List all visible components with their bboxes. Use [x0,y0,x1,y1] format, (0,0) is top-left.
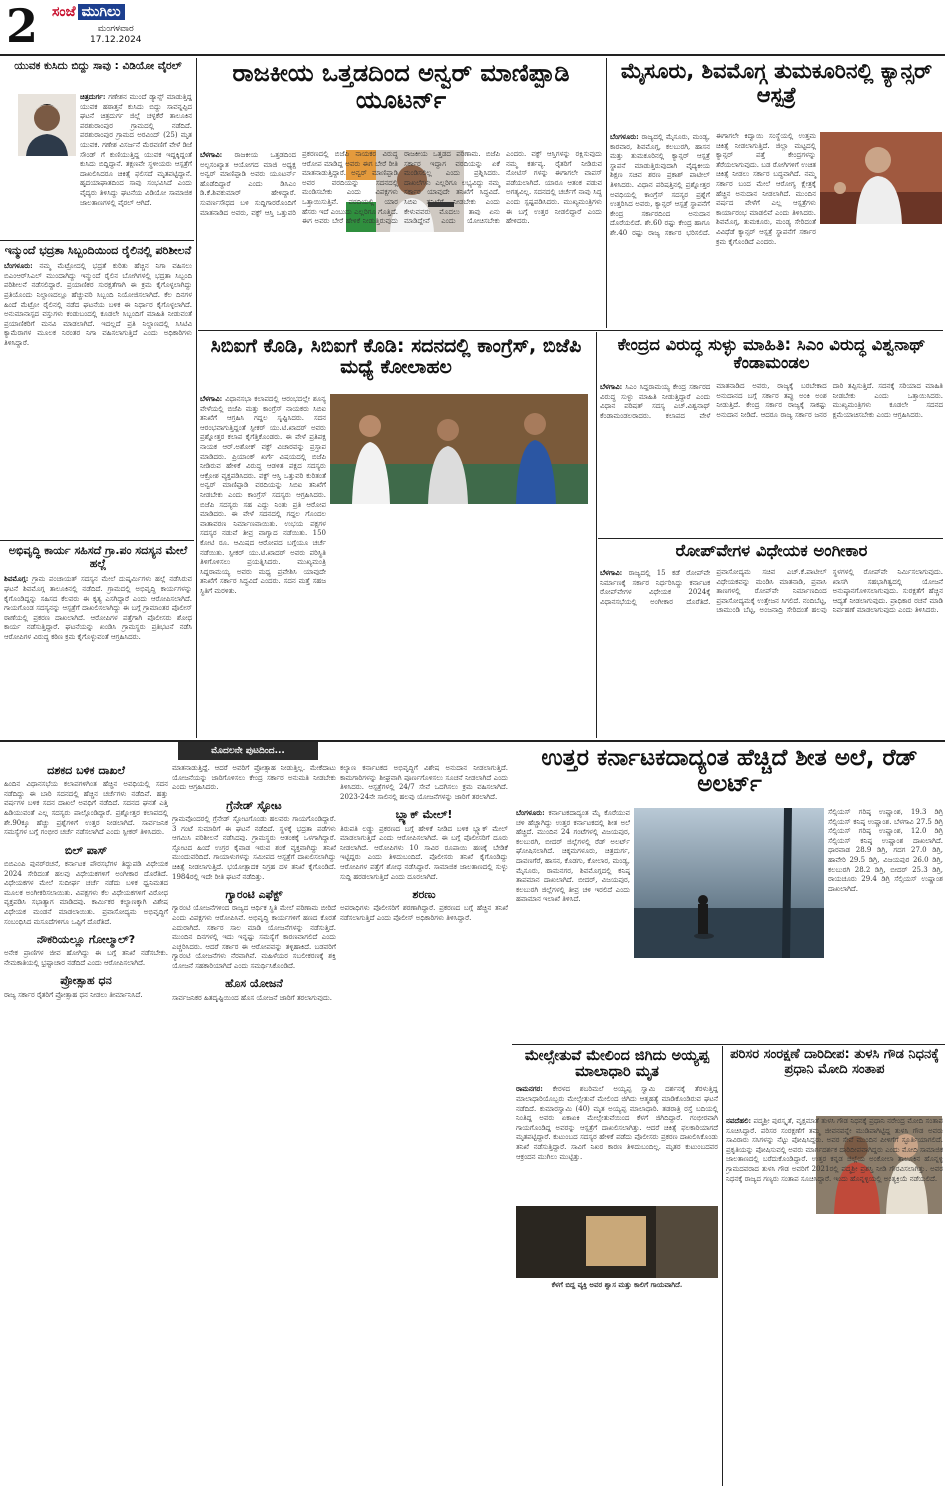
logo-sanje: ಸಂಜೆ [52,4,76,20]
cold-fog-photo [634,808,824,958]
story-tulasi [726,1048,943,1486]
section-rule [0,740,945,742]
page-number: 2 [6,0,39,52]
masthead [0,0,945,52]
story-tulasi-headline: ಪರಿಸರ ಸಂರಕ್ಷಣೆ ದಾರಿದೀಪ: ತುಳಸಿ ಗೌಡ ನಿಧನಕ್ಕೆ ಪ್ರಧಾನಿ ಮೋದಿ ಸಂತಾಪ [730,1048,939,1077]
jump3-text-intro: ಕಲ್ಯಾಣ ಕರ್ನಾಟಕದ ಅಭಿವೃದ್ಧಿಗೆ ವಿಶೇಷ ಅನುದಾನ ನೀಡಲಾಗುತ್ತಿದೆ. ಕಾಮಗಾರಿಗಳನ್ನು ಶೀಘ್ರವಾಗಿ ಪೂರ್ಣಗೊಳಿಸಲು ಸೂಚನೆ ನೀಡಲಾಗಿದೆ ಎಂದು ತಿಳಿಸಿದರು. ಆಸ್ಪತ್ರೆಗಳಲ್ಲಿ 24/7 ಸೇವೆ ಒದಗಿಸಲು ಕ್ರಮ ವಹಿಸಲಾಗಿದೆ. 2023-24ನೇ ಸಾಲಿನಲ್ಲಿ ಹಲವು ಯೋಜನೆಗಳನ್ನು ಜಾರಿಗೆ ತರಲಾಗಿದೆ. [340,764,508,801]
story-tulasi-body: ನವದೆಹಲಿ: ಪದ್ಮಶ್ರೀ ಪುರಸ್ಕೃತೆ, ವೃಕ್ಷಮಾತೆ ತುಳಸಿ ಗೌಡ ನಿಧನಕ್ಕೆ ಪ್ರಧಾನಿ ನರೇಂದ್ರ ಮೋದಿ ಸಂತಾಪ ಸೂಚಿಸಿದ್ದಾರೆ. ಪರಿಸರ ಸಂರಕ್ಷಣೆಗೆ ತಮ್ಮ ಜೀವನವನ್ನೇ ಮುಡಿಪಾಗಿಟ್ಟಿದ್ದ ತುಳಸಿ ಗೌಡ ಅವರು ಸಾವಿರಾರು ಸಸಿಗಳನ್ನು ನೆಟ್ಟು ಪೋಷಿಸಿದ್ದರು. ಅವರ ಸೇವೆ ಮುಂದಿನ ಪೀಳಿಗೆಗೆ ಸ್ಫೂರ್ತಿಯಾಗಲಿದೆ. ಪ್ರಕೃತಿಯನ್ನು ಪೋಷಿಸುವಲ್ಲಿ ಅವರು ಮಾರ್ಗದರ್ಶಕ ದಾರಿದೀಪವಾಗಿದ್ದರು ಎಂದು ಮೋದಿ ಸಾಮಾಜಿಕ ಜಾಲತಾಣದಲ್ಲಿ ಬರೆದುಕೊಂಡಿದ್ದಾರೆ. ಉತ್ತರ ಕನ್ನಡ ಜಿಲ್ಲೆಯ ಅಂಕೋಲಾ ತಾಲೂಕಿನ ಹೊನ್ನಳ್ಳಿ ಗ್ರಾಮದವರಾದ ತುಳಸಿ ಗೌಡ ಅವರಿಗೆ 2021ರಲ್ಲಿ ಪದ್ಮಶ್ರೀ ಪ್ರಶಸ್ತಿ ನೀಡಿ ಗೌರವಿಸಲಾಗಿತ್ತು. ಅವರ ನಿಧನಕ್ಕೆ ರಾಜ್ಯದ ಗಣ್ಯರು ಸಂತಾಪ ಸೂಚಿಸಿದ್ದಾರೆ. ಇಂದು ಹೊನ್ನಳ್ಳಿಯಲ್ಲಿ ಅಂತ್ಯಕ್ರಿಯೆ ನಡೆಯಲಿದೆ. [726,1116,943,1183]
jump2-text-grenade: ಗ್ರಾಮವೊಂದರಲ್ಲಿ ಗ್ರೆನೇಡ್ ಸ್ಫೋಟಗೊಂಡು ಹಲವರು ಗಾಯಗೊಂಡಿದ್ದಾರೆ. 3 ಗಂಟೆ ಸುಮಾರಿಗೆ ಈ ಘಟನೆ ನಡೆದಿದೆ. ಸ್ಥಳಕ್ಕೆ ಭದ್ರತಾ ಪಡೆಗಳು ಆಗಮಿಸಿ ಪರಿಶೀಲನೆ ನಡೆಸಿದವು. ಗ್ರಾಮಸ್ಥರು ಆತಂಕಕ್ಕೆ ಒಳಗಾಗಿದ್ದಾರೆ. ಸ್ಫೋಟದ ಹಿಂದೆ ಉಗ್ರರ ಕೈವಾಡ ಇರುವ ಶಂಕೆ ವ್ಯಕ್ತವಾಗಿದ್ದು ತನಿಖೆ ಮುಂದುವರಿದಿದೆ. ಗಾಯಾಳುಗಳನ್ನು ಸಮೀಪದ ಆಸ್ಪತ್ರೆಗೆ ದಾಖಲಿಸಲಾಗಿದ್ದು ಚಿಕಿತ್ಸೆ ನೀಡಲಾಗುತ್ತಿದೆ. ಭಯೋತ್ಪಾದಕ ನಿಗ್ರಹ ದಳ ತನಿಖೆ ಕೈಗೊಂಡಿದೆ. 1984ರಲ್ಲಿ ಇದೇ ರೀತಿ ಘಟನೆ ನಡೆದಿತ್ತು. [172,814,336,881]
story-cancer [610,60,943,328]
story-video-body: ಚಿತ್ರದುರ್ಗ: ಗಣೇಶನ ಮುಂದೆ ಡ್ಯಾನ್ಸ್ ಮಾಡುತ್ತಿದ್ದ ಯುವಕ ಹಠಾತ್ತನೆ ಕುಸಿದು ಬಿದ್ದು ಸಾವನ್ನಪ್ಪಿದ ಘಟನೆ ಚಿತ್ರದುರ್ಗ ಜಿಲ್ಲೆ ಚಳ್ಳಕೆರೆ ತಾಲೂಕಿನ ಪರಶುರಾಂಪುರ ಗ್ರಾಮದಲ್ಲಿ ನಡೆದಿದೆ. ಪರಶುರಾಂಪುರ ಗ್ರಾಮದ ಅರವಿಂದ್ (25) ಮೃತ ಯುವಕ. ಗಣೇಶ ವಿಸರ್ಜನೆ ಮೆರವಣಿಗೆ ವೇಳೆ ಡಿಜೆ ಸೌಂಡ್ ಗೆ ಕುಣಿಯುತ್ತಿದ್ದ ಯುವಕ ಇದ್ದಕ್ಕಿದ್ದಂತೆ ಕುಸಿದು ಬಿದ್ದಿದ್ದಾನೆ. ತಕ್ಷಣವೇ ಸ್ಥಳೀಯರು ಆಸ್ಪತ್ರೆಗೆ ದಾಖಲಿಸಿದರೂ ಚಿಕಿತ್ಸೆ ಫಲಿಸದೆ ಮೃತಪಟ್ಟಿದ್ದಾನೆ. ಹೃದಯಾಘಾತದಿಂದ ಸಾವು ಸಂಭವಿಸಿದೆ ಎಂದು ವೈದ್ಯರು ತಿಳಿಸಿದ್ದು ಘಟನೆಯ ವಿಡಿಯೋ ಸಾಮಾಜಿಕ ಜಾಲತಾಣಗಳಲ್ಲಿ ವೈರಲ್ ಆಗಿದೆ. [80,92,192,207]
story-attack-dateline: ಶಿವಮೊಗ್ಗ: [4,574,29,584]
column-rule [722,1046,723,1486]
section-rule [198,330,943,331]
jump-text-record: ಹಿಂದಿನ ವಿಧಾನಸಭೆಯ ಕಲಾಪಗಳಿಗಿಂತ ಹೆಚ್ಚಿನ ಅವಧಿಯಲ್ಲಿ ಸದನ ನಡೆದಿದ್ದು ಈ ಬಾರಿ ಸದನದಲ್ಲಿ ಹೆಚ್ಚಿನ ಚರ್ಚೆಗಳು ನಡೆದಿವೆ. ಹತ್ತು ವರ್ಷಗಳ ಬಳಿಕ ಸದನ ದಾಖಲೆ ಅವಧಿಗೆ ನಡೆದಿದೆ. ಸದನದ ಘನತೆ ಎತ್ತಿ ಹಿಡಿಯುವಂತೆ ಎಲ್ಲ ಸದಸ್ಯರು ಪಾಲ್ಗೊಂಡಿದ್ದಾರೆ. ಪ್ರಶ್ನೋತ್ತರ ಕಲಾಪದಲ್ಲಿ ಶೇ.90ಕ್ಕೂ ಹೆಚ್ಚು ಪ್ರಶ್ನೆಗಳಿಗೆ ಉತ್ತರ ನೀಡಲಾಗಿದೆ. ಸಾರ್ವಜನಿಕ ಸಮಸ್ಯೆಗಳ ಬಗ್ಗೆ ಗಂಭೀರ ಚರ್ಚೆ ನಡೆಸಲಾಗಿದೆ ಎಂದು ಸ್ಪೀಕರ್ ತಿಳಿಸಿದರು. [4,780,168,837]
story-misinfo [600,336,943,536]
story-cold-body-1: ಬೆಂಗಳೂರು: ಕರ್ನಾಟಕದಾದ್ಯಂತ ಮೈ ಕೊರೆಯುವ ಚಳಿ ಹೆಚ್ಚಾಗಿದ್ದು ಉತ್ತರ ಕರ್ನಾಟಕದಲ್ಲಿ ಶೀತ ಅಲೆ ಹೆಚ್ಚಿದೆ. ಮುಂದಿನ 24 ಗಂಟೆಗಳಲ್ಲಿ ವಿಜಯಪುರ, ಕಲಬುರಗಿ, ಬೀದರ್ ಜಿಲ್ಲೆಗಳಲ್ಲಿ ರೆಡ್ ಅಲರ್ಟ್ ಘೋಷಿಸಲಾಗಿದೆ. ಚಿಕ್ಕಮಗಳೂರು, ಚಿತ್ರದುರ್ಗ, ದಾವಣಗೆರೆ, ಹಾಸನ, ಕೊಡಗು, ಕೋಲಾರ, ಮಂಡ್ಯ, ಮೈಸೂರು, ರಾಮನಗರ, ಶಿವಮೊಗ್ಗದಲ್ಲಿ ಕನಿಷ್ಠ ತಾಪಮಾನ ದಾಖಲಾಗಿದೆ. ಬೀದರ್, ವಿಜಯಪುರ, ಕಲಬುರಗಿ ಜಿಲ್ಲೆಗಳಲ್ಲಿ ತೀವ್ರ ಚಳಿ ಇರಲಿದೆ ಎಂದು ಹವಾಮಾನ ಇಲಾಖೆ ತಿಳಿಸಿದೆ. [516,808,630,904]
jump-text-bill: ಬಿಬಿಎಂಪಿ ಪುನರ್‌ರಚನೆ, ಕರ್ನಾಟಕ ಪೌರಸಭೆಗಳ ತಿದ್ದುಪಡಿ ವಿಧೇಯಕ 2024 ಸೇರಿದಂತೆ ಹಲವು ವಿಧೇಯಕಗಳಿಗೆ ಅಂಗೀಕಾರ ದೊರೆತಿದೆ. ವಿಧೇಯಕಗಳ ಮೇಲೆ ಸುದೀರ್ಘ ಚರ್ಚೆ ನಡೆದು ಬಳಿಕ ಧ್ವನಿಮತದ ಮೂಲಕ ಅಂಗೀಕರಿಸಲಾಯಿತು. ವಿಪಕ್ಷಗಳು ಕೆಲ ವಿಧೇಯಕಗಳಿಗೆ ವಿರೋಧ ವ್ಯಕ್ತಪಡಿಸಿ ಸಭಾತ್ಯಾಗ ಮಾಡಿದವು. ಕಾರ್ಮಿಕರ ಕಲ್ಯಾಣಕ್ಕಾಗಿ ವಿಶೇಷ ವಿಧೇಯಕ ಮಂಡನೆ ಮಾಡಲಾಯಿತು. ಪ್ರವಾಸೋದ್ಯಮ ಅಭಿವೃದ್ಧಿಗೆ ಸಂಬಂಧಿಸಿದ ಮಸೂದೆಗಳಿಗೂ ಒಪ್ಪಿಗೆ ದೊರೆತಿದೆ. [4,859,168,926]
story-cold-body-2: ಸೆಲ್ಸಿಯಸ್ ಗರಿಷ್ಠ ಉಷ್ಣಾಂಶ, 19.3 ಡಿಗ್ರಿ ಸೆಲ್ಸಿಯಸ್ ಕನಿಷ್ಠ ಉಷ್ಣಾಂಶ. ಬೆಳಗಾವಿ 27.5 ಡಿಗ್ರಿ ಸೆಲ್ಸಿಯಸ್ ಗರಿಷ್ಠ ಉಷ್ಣಾಂಶ, 12.0 ಡಿಗ್ರಿ ಸೆಲ್ಸಿಯಸ್ ಕನಿಷ್ಠ ಉಷ್ಣಾಂಶ ದಾಖಲಾಗಿದೆ. ಧಾರವಾಡ 28.9 ಡಿಗ್ರಿ, ಗದಗ 27.0 ಡಿಗ್ರಿ, ಹಾವೇರಿ 29.5 ಡಿಗ್ರಿ, ವಿಜಯಪುರ 26.0 ಡಿಗ್ರಿ, ಕಲಬುರಗಿ 28.2 ಡಿಗ್ರಿ, ಬೀದರ್ 25.3 ಡಿಗ್ರಿ, ರಾಯಚೂರು 29.4 ಡಿಗ್ರಿ ಸೆಲ್ಸಿಯಸ್ ಉಷ್ಣಾಂಶ ದಾಖಲಾಗಿದೆ. [828,808,943,893]
story-ropeway-headline: ರೋಪ್‌ವೇಗಳ ವಿಧೇಯಕ ಅಂಗೀಕಾರ [675,542,868,560]
jump-column-3 [340,764,508,1486]
story-attack-headline: ಅಭಿವೃದ್ಧಿ ಕಾರ್ಯ ಸಹಿಸದೆ ಗ್ರಾ.ಪಂ ಸದಸ್ಯನ ಮೇಲೆ ಹಲ್ಲೆ [8,544,188,571]
story-anwar-headline: ರಾಜಕೀಯ ಒತ್ತಡದಿಂದ ಅನ್ವರ್ ಮಾಣಿಪ್ಪಾಡಿ ಯೂಟರ್ನ್ [232,60,570,114]
story-video-headline: ಯುವಕ ಕುಸಿದು ಬಿದ್ದು ಸಾವು : ವಿಡಿಯೋ ವೈರಲ್ [14,60,182,72]
section-rule [598,538,943,539]
story-cbi-dateline: ಬೆಳಗಾವಿ: [200,394,223,403]
jump-text-jobs: ಅನೇಕ ಪ್ರಾಣಿಗಳ ಜೀವ ಹೋಗಿದ್ದು ಈ ಬಗ್ಗೆ ತನಿಖೆ ನಡೆಸಬೇಕು. ನೇಮಕಾತಿಯಲ್ಲಿ ಭ್ರಷ್ಟಾಚಾರ ನಡೆದಿದೆ ಎಂದು ಆರೋಪಿಸಲಾಗಿದೆ. [4,949,168,967]
story-rail [4,244,192,536]
issue-date [90,24,142,46]
jump-heading-jobs: ನೌಕರಿಯಲ್ಲೂ ಗೋಲ್ಮಾಲ್? [36,933,136,947]
assembly-photo [330,394,588,504]
continued-from-page-one-label: ಮೊದಲನೇ ಪುಟದಿಂದ... [178,742,318,760]
column-rule [196,58,197,738]
story-rail-body: ಬೆಂಗಳೂರು: ನಮ್ಮ ಮೆಟ್ರೋದಲ್ಲಿ ಭದ್ರತೆ ಕುರಿತು ಹೆಚ್ಚಿನ ನಿಗಾ ವಹಿಸಲು ಬಿಎಂಆರ್‌ಸಿಎಲ್ ಮುಂದಾಗಿದ್ದು ಇನ್ಮುಂದೆ ರೈಲಿನ ಬೋಗಿಗಳಲ್ಲಿ ಭದ್ರತಾ ಸಿಬ್ಬಂದಿ ಪರಿಶೀಲನೆ ನಡೆಸಲಿದ್ದಾರೆ. ಪ್ರಯಾಣಿಕರ ಸುರಕ್ಷತೆಗಾಗಿ ಈ ಕ್ರಮ ಕೈಗೊಳ್ಳಲಾಗಿದ್ದು ಪ್ರತಿಯೊಂದು ನಿಲ್ದಾಣದಲ್ಲೂ ಹೆಚ್ಚುವರಿ ಸಿಬ್ಬಂದಿ ನಿಯೋಜಿಸಲಾಗಿದೆ. ಕೆಲ ದಿನಗಳ ಹಿಂದೆ ಮೆಟ್ರೋ ರೈಲಿನಲ್ಲಿ ನಡೆದ ಘಟನೆಯ ಬಳಿಕ ಈ ನಿರ್ಧಾರ ಕೈಗೊಳ್ಳಲಾಗಿದೆ. ಅನುಮಾನಾಸ್ಪದ ವಸ್ತುಗಳು ಕಂಡುಬಂದಲ್ಲಿ ಕೂಡಲೇ ಸಿಬ್ಬಂದಿಗೆ ಮಾಹಿತಿ ನೀಡುವಂತೆ ಪ್ರಯಾಣಿಕರಿಗೆ ಮನವಿ ಮಾಡಲಾಗಿದೆ. ಇದಲ್ಲದೆ ಪ್ರತಿ ನಿಲ್ದಾಣದಲ್ಲಿ ಸಿಸಿಟಿವಿ ಕ್ಯಾಮೆರಾಗಳ ಮೂಲಕ ನಿರಂತರ ನಿಗಾ ವಹಿಸಲಾಗುತ್ತಿದೆ ಎಂದು ಅಧಿಕಾರಿಗಳು ತಿಳಿಸಿದ್ದಾರೆ. [4,261,192,347]
section-rule [0,240,194,241]
story-ayyappa-dateline: ರಾಮನಗರ: [516,1084,543,1094]
story-rail-dateline: ಬೆಂಗಳೂರು: [4,261,33,271]
story-ropeway [600,542,943,738]
story-cold-headline: ಉತ್ತರ ಕರ್ನಾಟಕದಾದ್ಯಂತ ಹೆಚ್ಚಿದೆ ಶೀತ ಅಲೆ, ರೆಡ್ ಅಲರ್ಟ್ [541,746,918,797]
story-cold-wave [516,746,943,1042]
column-rule [606,58,607,328]
jump2-heading-guarantee: ಗ್ಯಾರಂಟಿ ಎಫೆಕ್ಟ್ [225,888,283,902]
jump2-text-intro: ಮಾತನಾಡುತ್ತಿದ್ದೆ. ಆದರೆ ಅವರಿಗೆ ಪ್ರೋತ್ಸಾಹ ನೀಡುತ್ತಿಲ್ಲ. ಮೇಕೆದಾಟು ಯೋಜನೆಯನ್ನು ಜಾರಿಗೊಳಿಸಲು ಕೇಂದ್ರ ಸರ್ಕಾರ ಅನುಮತಿ ನೀಡಬೇಕು ಎಂದು ಆಗ್ರಹಿಸಿದರು. [172,764,336,792]
story-attack [4,544,192,738]
photo-caption: ಕೆಳಗೆ ಬಿದ್ದ ವ್ಯಕ್ತಿ ಅವರ ಶ್ವಾಸ ಮತ್ತು ಕಾಲಿಗೆ ಗಾಯವಾಗಿದೆ. [551,1280,683,1289]
jump-text-incentive: ರಾಜ್ಯ ಸರ್ಕಾರ ರೈತರಿಗೆ ಪ್ರೋತ್ಸಾಹ ಧನ ನೀಡಲು ತೀರ್ಮಾನಿಸಿದೆ. [4,990,143,999]
story-anwar [200,60,602,328]
jump3-heading-blackmail: ಬ್ಲ್ಯಾಕ್ ಮೇಲ್! [395,808,453,822]
jump3-heading-surrender: ಶರಣು [412,888,436,902]
story-anwar-dateline: ಬೆಳಗಾವಿ: [200,150,223,159]
jump2-text-new-scheme: ಸಾರ್ವಜನಿಕರ ಹಿತದೃಷ್ಟಿಯಿಂದ ಹೊಸ ಯೋಜನೆ ಜಾರಿಗೆ ತರಲಾಗುವುದು. [172,993,332,1002]
story-cold-dateline: ಬೆಂಗಳೂರು: [516,808,545,817]
jump-heading-bill: ಬಿಲ್ ಪಾಸ್ [64,843,108,857]
story-ayyappa-body-1: ರಾಮನಗರ: ಕೇರಳದ ಶಬರಿಮಲೆ ಅಯ್ಯಪ್ಪ ಸ್ವಾಮಿ ದರ್ಶನಕ್ಕೆ ತೆರಳುತ್ತಿದ್ದ ಮಾಲಾಧಾರಿಯೊಬ್ಬರು ಮೇಲ್ಸೇತುವೆ ಮೇಲಿಂದ ಜಿಗಿದು ಆತ್ಮಹತ್ಯೆ ಮಾಡಿಕೊಂಡಿರುವ ಘಟನೆ ನಡೆದಿದೆ. ಕುಮಾರಸ್ವಾಮಿ (40) ಮೃತ ಅಯ್ಯಪ್ಪ ಮಾಲಾಧಾರಿ. ತಡರಾತ್ರಿ ರಸ್ತೆ ಬದಿಯಲ್ಲಿ ನಿಂತಿದ್ದ ಅವರು ಏಕಾಏಕಿ ಮೇಲ್ಸೇತುವೆಯಿಂದ ಕೆಳಗೆ ಜಿಗಿದಿದ್ದಾರೆ. ಗಂಭೀರವಾಗಿ ಗಾಯಗೊಂಡಿದ್ದ ಅವರನ್ನು ಆಸ್ಪತ್ರೆಗೆ ದಾಖಲಿಸಲಾಗಿತ್ತು. ಆದರೆ ಚಿಕಿತ್ಸೆ ಫಲಕಾರಿಯಾಗದೆ ಮೃತಪಟ್ಟಿದ್ದಾರೆ. ಕುಟುಂಬದ ಸದಸ್ಯರ ಹೇಳಿಕೆ ಪಡೆದು ಪೊಲೀಸರು ಪ್ರಕರಣ ದಾಖಲಿಸಿಕೊಂಡು ತನಿಖೆ ನಡೆಸುತ್ತಿದ್ದಾರೆ. ಸಾವಿಗೆ ನಿಖರ ಕಾರಣ ತಿಳಿದುಬಂದಿಲ್ಲ. ಮೃತರ ಕುಟುಂಬದವರ ಆಕ್ರಂದನ ಮುಗಿಲು ಮುಟ್ಟಿತ್ತು. [516,1084,718,1161]
story-rail-headline: ಇನ್ಮುಂದೆ ಭದ್ರತಾ ಸಿಬ್ಬಂದಿಯಿಂದ ರೈಲಿನಲ್ಲಿ ಪರಿಶೀಲನೆ [4,244,192,257]
jump2-heading-grenade: ಗ್ರೆನೇಡ್ ಸ್ಫೋಟ [226,798,282,812]
jump3-text-surrender: ಅಪರಾಧಿಗಳು ಪೊಲೀಸರಿಗೆ ಶರಣಾಗಿದ್ದಾರೆ. ಪ್ರಕರಣದ ಬಗ್ಗೆ ಹೆಚ್ಚಿನ ತನಿಖೆ ನಡೆಸಲಾಗುತ್ತಿದೆ ಎಂದು ಪೊಲೀಸ್ ಅಧಿಕಾರಿಗಳು ತಿಳಿಸಿದ್ದಾರೆ. [340,904,508,922]
story-anwar-body: ಬೆಳಗಾವಿ: ರಾಜಕೀಯ ಒತ್ತಡದಿಂದ ಅಲ್ಪಸಂಖ್ಯಾತ ಆಯೋಗದ ಮಾಜಿ ಅಧ್ಯಕ್ಷ ಅನ್ವರ್ ಮಾಣಿಪ್ಪಾಡಿ ಅವರು ಯೂಟರ್ನ್ ಹೊಡೆದಿದ್ದಾರೆ ಎಂದು ಡಿಸಿಎಂ ಡಿ.ಕೆ.ಶಿವಕುಮಾರ್ ಹೇಳಿದ್ದಾರೆ. ಸುವರ್ಣಸೌಧದ ಬಳಿ ಸುದ್ದಿಗಾರರೊಂದಿಗೆ ಮಾತನಾಡಿದ ಅವರು, ವಕ್ಫ್ ಆಸ್ತಿ ಒತ್ತುವರಿ ಪ್ರಕರಣದಲ್ಲಿ ಬಿಜೆಪಿ ನಾಯಕರ ವಿರುದ್ಧ ಆರೋಪ ಮಾಡಿದ್ದ ಅವರು ಈಗ ಬೇರೆ ರೀತಿ ಮಾತನಾಡುತ್ತಿದ್ದಾರೆ. ಅನ್ವರ್ ಮಾಣಿಪ್ಪಾಡಿ ಅವರ ವರದಿಯನ್ನು ಸದನದಲ್ಲಿ ಮಂಡಿಸಬೇಕು ಎಂದು ವಿಪಕ್ಷಗಳು ಒತ್ತಾಯಿಸುತ್ತಿವೆ. ವರದಿಯಲ್ಲಿ ಯಾರ ಹೆಸರು ಇದೆ ಎಂಬುದು ಎಲ್ಲರಿಗೂ ಗೊತ್ತಿದೆ. ಈಗ ಅವರು ಬೇರೆ ಹೇಳಿಕೆ ನೀಡುತ್ತಿರುವುದು ರಾಜಕೀಯ ಒತ್ತಡದ ಪರಿಣಾಮ. ಬಿಜೆಪಿ ಸರ್ಕಾರ ಇದ್ದಾಗ ವರದಿಯನ್ನು ಏಕೆ ಮಂಡಿಸಲಿಲ್ಲ ಎಂದು ಪ್ರಶ್ನಿಸಿದರು. ದಾಖಲೆಗಳು ಎಲ್ಲರಿಗೂ ಲಭ್ಯವಿದ್ದು ನಮ್ಮ ಸರ್ಕಾರ ಯಾವುದೇ ತನಿಖೆಗೆ ಸಿದ್ಧವಿದೆ. ಸಿಬಿಐ ತನಿಖೆಗೆ ನೀಡಬೇಕು ಎಂದು ಕೇಳುವವರು ಮೊದಲು ತಾವು ಏನು ಮಾಡಿದ್ದೇವೆ ಎಂದು ಯೋಚಿಸಬೇಕು ಎಂದರು. ವಕ್ಫ್ ಆಸ್ತಿಗಳನ್ನು ರಕ್ಷಿಸುವುದು ನಮ್ಮ ಕರ್ತವ್ಯ. ರೈತರಿಗೆ ನೀಡಿರುವ ನೋಟಿಸ್ ಗಳನ್ನು ಈಗಾಗಲೇ ವಾಪಸ್ ಪಡೆಯಲಾಗಿದೆ. ಯಾರೂ ಆತಂಕ ಪಡುವ ಅಗತ್ಯವಿಲ್ಲ. ಸದನದಲ್ಲಿ ಚರ್ಚೆಗೆ ನಾವು ಸಿದ್ಧ ಎಂದು ಸ್ಪಷ್ಟಪಡಿಸಿದರು. ಮುಖ್ಯಮಂತ್ರಿಗಳು ಈ ಬಗ್ಗೆ ಉತ್ತರ ನೀಡಲಿದ್ದಾರೆ ಎಂದು ಹೇಳಿದರು. [200,150,602,226]
story-attack-body: ಶಿವಮೊಗ್ಗ: ಗ್ರಾಮ ಪಂಚಾಯತ್ ಸದಸ್ಯನ ಮೇಲೆ ದುಷ್ಕರ್ಮಿಗಳು ಹಲ್ಲೆ ನಡೆಸಿರುವ ಘಟನೆ ಶಿವಮೊಗ್ಗ ತಾಲೂಕಿನಲ್ಲಿ ನಡೆದಿದೆ. ಗ್ರಾಮದಲ್ಲಿ ಅಭಿವೃದ್ಧಿ ಕಾರ್ಯಗಳನ್ನು ಕೈಗೊಂಡಿದ್ದನ್ನು ಸಹಿಸದ ಕೆಲವರು ಈ ಕೃತ್ಯ ಎಸಗಿದ್ದಾರೆ ಎಂದು ಆರೋಪಿಸಲಾಗಿದೆ. ಗಾಯಗೊಂಡ ಸದಸ್ಯನನ್ನು ಆಸ್ಪತ್ರೆಗೆ ದಾಖಲಿಸಲಾಗಿದ್ದು ಈ ಬಗ್ಗೆ ಗ್ರಾಮಾಂತರ ಪೊಲೀಸ್ ಠಾಣೆಯಲ್ಲಿ ಪ್ರಕರಣ ದಾಖಲಾಗಿದೆ. ಆರೋಪಿಗಳ ಪತ್ತೆಗಾಗಿ ಪೊಲೀಸರು ಶೋಧ ಕಾರ್ಯ ನಡೆಸುತ್ತಿದ್ದಾರೆ. ಘಟನೆಯನ್ನು ಖಂಡಿಸಿ ಗ್ರಾಮಸ್ಥರು ಪ್ರತಿಭಟನೆ ನಡೆಸಿ ಆರೋಪಿಗಳ ವಿರುದ್ಧ ಕಠಿಣ ಕ್ರಮ ಕೈಗೊಳ್ಳುವಂತೆ ಆಗ್ರಹಿಸಿದರು. [4,574,192,641]
column-rule [596,332,597,738]
section-rule [512,1044,945,1045]
jump-heading-record: ದಶಕದ ಬಳಿಕ ದಾಖಲೆ [47,764,125,777]
jump-heading-incentive: ಪ್ರೋತ್ಸಾಹ ಧನ [60,974,112,988]
issue-date-value: 17.12.2024 [90,35,142,45]
minister-photo [820,132,942,224]
story-tulasi-dateline: ನವದೆಹಲಿ: [726,1116,752,1125]
jump-column-2 [172,764,336,1486]
story-cancer-body: ಬೆಂಗಳೂರು: ರಾಜ್ಯದಲ್ಲಿ ಮೈಸೂರು, ಮಂಡ್ಯ, ಕಾರವಾರ, ಶಿವಮೊಗ್ಗ, ಕಲಬುರಗಿ, ಹಾಸನ ಮತ್ತು ತುಮಕೂರಿನಲ್ಲಿ ಕ್ಯಾನ್ಸರ್ ಆಸ್ಪತ್ರೆ ಸ್ಥಾಪನೆ ಮಾಡುತ್ತಿರುವುದಾಗಿ ವೈದ್ಯಕೀಯ ಶಿಕ್ಷಣ ಸಚಿವ ಶರಣ ಪ್ರಕಾಶ್ ಪಾಟೀಲ್ ತಿಳಿಸಿದರು. ವಿಧಾನ ಪರಿಷತ್ತಿನಲ್ಲಿ ಪ್ರಶ್ನೋತ್ತರ ಅವಧಿಯಲ್ಲಿ ಕಾಂಗ್ರೆಸ್ ಸದಸ್ಯರ ಪ್ರಶ್ನೆಗೆ ಉತ್ತರಿಸಿದ ಅವರು, ಕ್ಯಾನ್ಸರ್ ಆಸ್ಪತ್ರೆ ಸ್ಥಾಪನೆಗೆ ಕೇಂದ್ರ ಸರ್ಕಾರದಿಂದ ಅನುದಾನ ದೊರೆಯಲಿದೆ. ಶೇ.60 ರಷ್ಟು ಕೇಂದ್ರ ಹಾಗೂ ಶೇ.40 ರಷ್ಟು ರಾಜ್ಯ ಸರ್ಕಾರ ಭರಿಸಲಿದೆ. ಈಗಾಗಲೇ ಕಿದ್ವಾಯಿ ಸಂಸ್ಥೆಯಲ್ಲಿ ಉತ್ತಮ ಚಿಕಿತ್ಸೆ ನೀಡಲಾಗುತ್ತಿದೆ. ಜಿಲ್ಲಾ ಮಟ್ಟದಲ್ಲಿ ಕ್ಯಾನ್ಸರ್ ಪತ್ತೆ ಕೇಂದ್ರಗಳನ್ನು ತೆರೆಯಲಾಗುವುದು. ಬಡ ರೋಗಿಗಳಿಗೆ ಉಚಿತ ಚಿಕಿತ್ಸೆ ನೀಡಲು ಸರ್ಕಾರ ಬದ್ಧವಾಗಿದೆ. ನಮ್ಮ ಸರ್ಕಾರ ಬಂದ ಮೇಲೆ ಆರೋಗ್ಯ ಕ್ಷೇತ್ರಕ್ಕೆ ಹೆಚ್ಚಿನ ಅನುದಾನ ನೀಡಲಾಗಿದೆ. ಮುಂದಿನ ವರ್ಷದ ವೇಳೆಗೆ ಎಲ್ಲ ಆಸ್ಪತ್ರೆಗಳು ಕಾರ್ಯಾರಂಭ ಮಾಡಲಿವೆ ಎಂದು ತಿಳಿಸಿದರು. ಶಿವಮೊಗ್ಗ, ತುಮಕೂರು, ಮಂಡ್ಯ ಸೇರಿದಂತೆ ವಿವಿಧೆಡೆ ಕ್ಯಾನ್ಸರ್ ಆಸ್ಪತ್ರೆ ಸ್ಥಾಪನೆಗೆ ಸರ್ಕಾರ ಕ್ರಮ ಕೈಗೊಂಡಿದೆ ಎಂದರು. [610,132,816,246]
story-cbi-headline: ಸಿಬಿಐಗೆ ಕೊಡಿ, ಸಿಬಿಐಗೆ ಕೊಡಿ: ಸದನದಲ್ಲಿ ಕಾಂಗ್ರೆಸ್, ಬಿಜೆಪಿ ಮಧ್ಯೆ ಕೋಲಾಹಲ [210,336,582,379]
story-video-dateline: ಚಿತ್ರದುರ್ಗ: [80,92,106,101]
story-misinfo-headline: ಕೇಂದ್ರದ ವಿರುದ್ಧ ಸುಳ್ಳು ಮಾಹಿತಿ: ಸಿಎಂ ವಿರುದ್ಧ ವಿಶ್ವನಾಥ್ ಕೆಂಡಾಮಂಡಲ [617,336,926,373]
logo-mugilu: ಮುಗಿಲು [78,4,125,20]
story-misinfo-body: ಬೆಳಗಾವಿ: ಸಿಎಂ ಸಿದ್ದರಾಮಯ್ಯ ಕೇಂದ್ರ ಸರ್ಕಾರದ ವಿರುದ್ಧ ಸುಳ್ಳು ಮಾಹಿತಿ ನೀಡುತ್ತಿದ್ದಾರೆ ಎಂದು ವಿಧಾನ ಪರಿಷತ್ ಸದಸ್ಯ ಎಚ್.ವಿಶ್ವನಾಥ್ ಕೆಂಡಾಮಂಡಲರಾದರು. ಕಲಾಪದ ವೇಳೆ ಮಾತನಾಡಿದ ಅವರು, ರಾಜ್ಯಕ್ಕೆ ಬರಬೇಕಾದ ಅನುದಾನದ ಬಗ್ಗೆ ಸರ್ಕಾರ ತಪ್ಪು ಅಂಕಿ ಅಂಶ ನೀಡುತ್ತಿದೆ. ಕೇಂದ್ರ ಸರ್ಕಾರ ರಾಜ್ಯಕ್ಕೆ ಸಾಕಷ್ಟು ಅನುದಾನ ನೀಡಿದೆ. ಆದರೂ ರಾಜ್ಯ ಸರ್ಕಾರ ಜನರ ದಾರಿ ತಪ್ಪಿಸುತ್ತಿದೆ. ಸದನಕ್ಕೆ ಸರಿಯಾದ ಮಾಹಿತಿ ನೀಡಬೇಕು ಎಂದು ಒತ್ತಾಯಿಸಿದರು. ಮುಖ್ಯಮಂತ್ರಿಗಳು ಕೂಡಲೇ ಸದನದ ಕ್ಷಮೆಯಾಚಿಸಬೇಕು ಎಂದು ಆಗ್ರಹಿಸಿದರು. [600,382,943,420]
story-ropeway-body: ಬೆಳಗಾವಿ: ರಾಜ್ಯದಲ್ಲಿ 15 ಕಡೆ ರೋಪ್‌ವೇ ನಿರ್ಮಾಣಕ್ಕೆ ಸರ್ಕಾರ ನಿರ್ಧರಿಸಿದ್ದು ಕರ್ನಾಟಕ ರೋಪ್‌ವೇಗಳ ವಿಧೇಯಕ 2024ಕ್ಕೆ ವಿಧಾನಸಭೆಯಲ್ಲಿ ಅಂಗೀಕಾರ ದೊರೆತಿದೆ. ಪ್ರವಾಸೋದ್ಯಮ ಸಚಿವ ಎಚ್.ಕೆ.ಪಾಟೀಲ್ ವಿಧೇಯಕವನ್ನು ಮಂಡಿಸಿ ಮಾತನಾಡಿ, ಪ್ರವಾಸಿ ತಾಣಗಳಲ್ಲಿ ರೋಪ್‌ವೇ ನಿರ್ಮಾಣದಿಂದ ಪ್ರವಾಸೋದ್ಯಮಕ್ಕೆ ಉತ್ತೇಜನ ಸಿಗಲಿದೆ. ನಂದಿಬೆಟ್ಟ, ಚಾಮುಂಡಿ ಬೆಟ್ಟ, ಅಂಜನಾದ್ರಿ ಸೇರಿದಂತೆ ಹಲವು ಸ್ಥಳಗಳಲ್ಲಿ ರೋಪ್‌ವೇ ನಿರ್ಮಿಸಲಾಗುವುದು. ಖಾಸಗಿ ಸಹಭಾಗಿತ್ವದಲ್ಲಿ ಯೋಜನೆ ಅನುಷ್ಠಾನಗೊಳಿಸಲಾಗುವುದು. ಸುರಕ್ಷತೆಗೆ ಹೆಚ್ಚಿನ ಆದ್ಯತೆ ನೀಡಲಾಗುವುದು. ಪ್ರಾಧಿಕಾರ ರಚನೆ ಮಾಡಿ ನಿರ್ವಹಣೆ ಮಾಡಲಾಗುವುದು ಎಂದು ತಿಳಿಸಿದರು. [600,568,943,615]
story-cbi [200,336,592,738]
newspaper-logo [52,4,125,20]
jump2-heading-new-scheme: ಹೊಸ ಯೋಜನೆ [225,977,283,991]
story-cbi-body: ಬೆಳಗಾವಿ: ವಿಧಾನಸಭಾ ಕಲಾಪದಲ್ಲಿ ಆರಂಭದಲ್ಲೇ ಶೂನ್ಯ ವೇಳೆಯಲ್ಲಿ ಬಿಜೆಪಿ ಮತ್ತು ಕಾಂಗ್ರೆಸ್ ನಾಯಕರು ಸಿಬಿಐ ತನಿಖೆಗೆ ಆಗ್ರಹಿಸಿ ಗದ್ದಲ ಸೃಷ್ಟಿಸಿದರು. ಸದನ ಆರಂಭವಾಗುತ್ತಿದ್ದಂತೆ ಸ್ಪೀಕರ್ ಯು.ಟಿ.ಖಾದರ್ ಅವರು ಪ್ರಶ್ನೋತ್ತರ ಕಲಾಪ ಕೈಗೆತ್ತಿಕೊಂಡರು. ಈ ವೇಳೆ ಪ್ರತಿಪಕ್ಷ ನಾಯಕ ಆರ್.ಅಶೋಕ್ ವಕ್ಫ್ ವಿಚಾರವನ್ನು ಪ್ರಸ್ತಾಪ ಮಾಡಿದರು. ಪ್ರಿಯಾಂಕ್ ಖರ್ಗೆ ವಿಷಯದಲ್ಲಿ ಬಿಜೆಪಿ ನೀಡಿರುವ ಹೇಳಿಕೆ ವಿರುದ್ಧ ಆಡಳಿತ ಪಕ್ಷದ ಸದಸ್ಯರು ಆಕ್ರೋಶ ವ್ಯಕ್ತಪಡಿಸಿದರು. ವಕ್ಫ್ ಆಸ್ತಿ ಒತ್ತುವರಿ ಕುರಿತಂತೆ ಅನ್ವರ್ ಮಾಣಿಪ್ಪಾಡಿ ವರದಿಯನ್ನು ಸಿಬಿಐ ತನಿಖೆಗೆ ನೀಡಬೇಕು ಎಂದು ಕಾಂಗ್ರೆಸ್ ಸದಸ್ಯರು ಆಗ್ರಹಿಸಿದರು. ಬಿಜೆಪಿ ಸದಸ್ಯರು ಸಹ ಎದ್ದು ನಿಂತು ಪ್ರತಿ ಆರೋಪ ಮಾಡಿದರು. ಈ ವೇಳೆ ಸದನದಲ್ಲಿ ಗದ್ದಲ ಗೊಂದಲ ವಾತಾವರಣ ನಿರ್ಮಾಣವಾಯಿತು. ಉಭಯ ಪಕ್ಷಗಳ ಸದಸ್ಯರ ನಡುವೆ ತೀವ್ರ ವಾಗ್ವಾದ ನಡೆಯಿತು. 150 ಕೋಟಿ ರೂ. ಆಮಿಷದ ಆರೋಪದ ಬಗ್ಗೆಯೂ ಚರ್ಚೆ ನಡೆಯಿತು. ಸ್ಪೀಕರ್ ಯು.ಟಿ.ಖಾದರ್ ಅವರು ಪರಿಸ್ಥಿತಿ ತಿಳಿಗೊಳಿಸಲು ಪ್ರಯತ್ನಿಸಿದರು. ಮುಖ್ಯಮಂತ್ರಿ ಸಿದ್ದರಾಮಯ್ಯ ಅವರು ಮಧ್ಯ ಪ್ರವೇಶಿಸಿ ಯಾವುದೇ ತನಿಖೆಗೆ ಸರ್ಕಾರ ಸಿದ್ಧವಿದೆ ಎಂದರು. ಸದನ ಮತ್ತೆ ಸಹಜ ಸ್ಥಿತಿಗೆ ಮರಳಿತು. [200,394,326,595]
story-ayyappa [516,1048,718,1486]
jump3-text-blackmail: ತಿರುಪತಿ ಲಡ್ಡು ಪ್ರಕರಣದ ಬಗ್ಗೆ ಹೇಳಿಕೆ ನೀಡಿದ ಬಳಿಕ ಬ್ಲ್ಯಾಕ್ ಮೇಲ್ ಮಾಡಲಾಗುತ್ತಿದೆ ಎಂದು ಆರೋಪಿಸಲಾಗಿದೆ. ಈ ಬಗ್ಗೆ ಪೊಲೀಸರಿಗೆ ದೂರು ನೀಡಲಾಗಿದೆ. ಆರೋಪಿಗಳು 10 ಸಾವಿರ ರೂಪಾಯಿ ಹಣಕ್ಕೆ ಬೇಡಿಕೆ ಇಟ್ಟಿದ್ದರು ಎಂದು ತಿಳಿದುಬಂದಿದೆ. ಪೊಲೀಸರು ತನಿಖೆ ಕೈಗೊಂಡಿದ್ದು ಆರೋಪಿಗಳ ಪತ್ತೆಗೆ ಶೋಧ ನಡೆಸಿದ್ದಾರೆ. ಸಾಮಾಜಿಕ ಜಾಲತಾಣದಲ್ಲಿ ಸುಳ್ಳು ಸುದ್ದಿ ಹರಡಲಾಗುತ್ತಿದೆ ಎಂದು ದೂರಲಾಗಿದೆ. [340,824,508,881]
story-ropeway-dateline: ಬೆಳಗಾವಿ: [600,568,623,577]
masthead-rule [0,54,945,56]
jump2-text-guarantee: ಗ್ಯಾರಂಟಿ ಯೋಜನೆಗಳಿಂದ ರಾಜ್ಯದ ಆರ್ಥಿಕ ಸ್ಥಿತಿ ಮೇಲೆ ಪರಿಣಾಮ ಬೀರಿದೆ ಎಂದು ವಿಪಕ್ಷಗಳು ಆರೋಪಿಸಿವೆ. ಅಭಿವೃದ್ಧಿ ಕಾರ್ಯಗಳಿಗೆ ಹಣದ ಕೊರತೆ ಎದುರಾಗಿದೆ. ಸರ್ಕಾರ ಸಾಲ ಮಾಡಿ ಯೋಜನೆಗಳನ್ನು ನಡೆಸುತ್ತಿದೆ. ಮುಂದಿನ ದಿನಗಳಲ್ಲಿ ಇದು ಇನ್ನಷ್ಟು ಸಮಸ್ಯೆಗೆ ಕಾರಣವಾಗಲಿದೆ ಎಂದು ಎಚ್ಚರಿಸಿದರು. ಆದರೆ ಸರ್ಕಾರ ಈ ಆರೋಪವನ್ನು ತಳ್ಳಿಹಾಕಿದೆ. ಬಡವರಿಗೆ ಗ್ಯಾರಂಟಿ ಯೋಜನೆಗಳು ನೆರವಾಗಿವೆ. ಮಹಿಳೆಯರ ಸಬಲೀಕರಣಕ್ಕೆ ಶಕ್ತಿ ಯೋಜನೆ ಸಹಕಾರಿಯಾಗಿದೆ ಎಂದು ಸಮರ್ಥಿಸಿಕೊಂಡಿದೆ. [172,904,336,970]
story-video [4,60,192,238]
story-ayyappa-headline: ಮೇಲ್ಸೇತುವೆ ಮೇಲಿಂದ ಜಿಗಿದು ಅಯ್ಯಪ್ಪ ಮಾಲಾಧಾರಿ ಮೃತ [524,1048,710,1081]
story-cancer-headline: ಮೈಸೂರು, ಶಿವಮೊಗ್ಗ ತುಮಕೂರಿನಲ್ಲಿ ಕ್ಯಾನ್ಸರ್ ಆಸ್ಪತ್ರೆ [620,60,933,107]
section-rule [0,540,194,541]
issue-day: ಮಂಗಳವಾರ [97,24,134,34]
accident-photo [516,1206,718,1278]
story-misinfo-dateline: ಬೆಳಗಾವಿ: [600,382,623,391]
jump-column-1 [4,764,168,1486]
story-cancer-dateline: ಬೆಂಗಳೂರು: [610,132,639,141]
